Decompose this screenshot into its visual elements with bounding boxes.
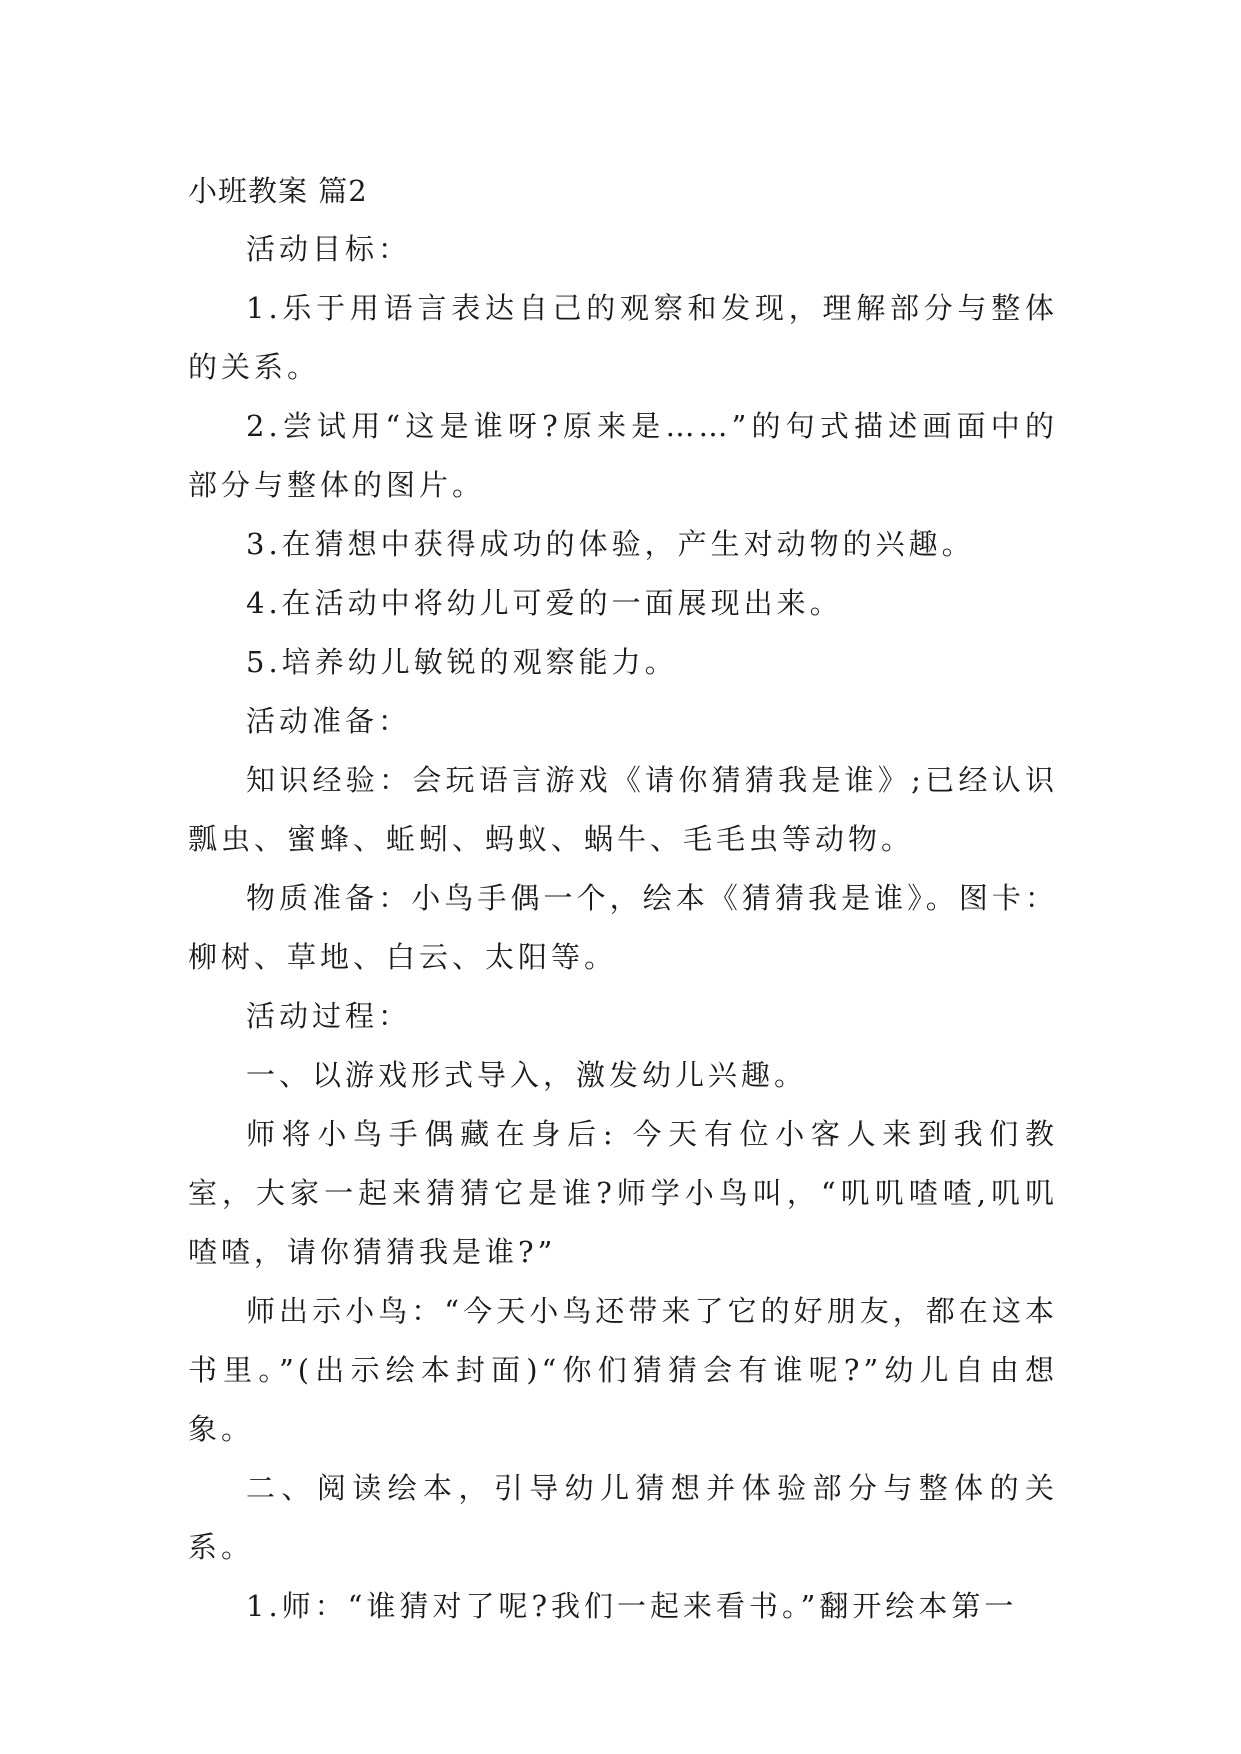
section-heading-goals: 活动目标： <box>246 232 412 266</box>
section-heading-process: 活动过程： <box>246 999 412 1033</box>
goal-item-3: 3.在猜想中获得成功的体验，产生对动物的兴趣。 <box>246 527 975 561</box>
goal-item-1: 1.乐于用语言表达自己的观察和发现，理解部分与整体的关系。 <box>188 291 1058 384</box>
goal-item-5: 5.培养幼儿敏锐的观察能力。 <box>246 645 678 679</box>
process-step-1-heading: 一、以游戏形式导入，激发幼儿兴趣。 <box>246 1058 808 1092</box>
process-paragraph: 师将小鸟手偶藏在身后: 今天有位小客人来到我们教室，大家一起来猜猜它是谁?师学小鸟叫，“叽叽喳喳,叽叽喳喳，请你猜猜我是谁?” <box>188 1117 1058 1269</box>
process-paragraph: 1.师：“谁猜对了呢?我们一起来看书。”翻开绘本第一 <box>246 1589 1018 1623</box>
goal-item-2: 2.尝试用“这是谁呀?原来是……”的句式描述画面中的部分与整体的图片。 <box>188 409 1058 502</box>
document-title: 小班教案 篇2 <box>188 174 368 208</box>
preparation-knowledge: 知识经验：会玩语言游戏《请你猜猜我是谁》;已经认识瓢虫、蜜蜂、蚯蚓、蚂蚁、蜗牛、毛毛虫等动物。 <box>188 763 1058 856</box>
document-body <box>188 162 1058 1636</box>
section-heading-preparation: 活动准备： <box>246 704 412 738</box>
preparation-materials: 物质准备：小鸟手偶一个，绘本《猜猜我是谁》。图卡：柳树、草地、白云、太阳等。 <box>188 881 1058 974</box>
process-step-2-heading: 二、阅读绘本，引导幼儿猜想并体验部分与整体的关系。 <box>188 1471 1058 1564</box>
goal-item-4: 4.在活动中将幼儿可爱的一面展现出来。 <box>246 586 843 620</box>
process-paragraph: 师出示小鸟：“今天小鸟还带来了它的好朋友，都在这本书里。”(出示绘本封面)“你们猜猜会有谁呢?”幼儿自由想象。 <box>188 1294 1058 1446</box>
